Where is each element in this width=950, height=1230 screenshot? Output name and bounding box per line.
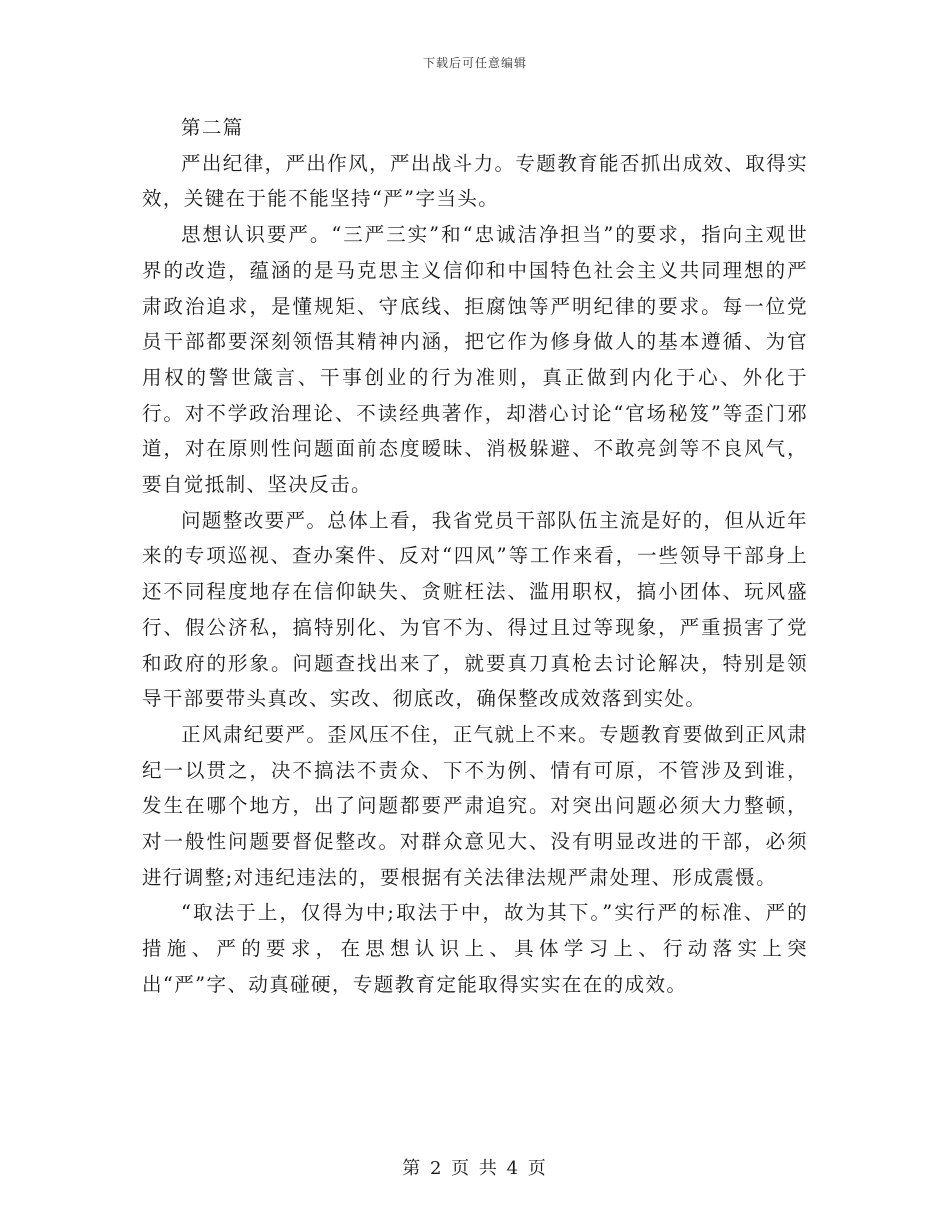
paragraph: 严出纪律，严出作风，严出战斗力。专题教育能否抓出成效、取得实效，关键在于能不能坚持“严”字当头。 [142, 151, 809, 211]
page-number: 第 2 页 共 4 页 [402, 1158, 548, 1179]
header-note: 下载后可任意编辑 [422, 56, 527, 70]
paragraph: 正风肃纪要严。歪风压不住，正气就上不来。专题教育要做到正风肃纪一以贯之，决不搞法不责众、下不为例、情有可原，不管涉及到谁，发生在哪个地方，出了问题都要严肃追究。对突出问题必须大力整顿，对一般性问题要督促整改。对群众意见大、没有明显改进的干部，必须进行调整;对违纪违法的，要根据有关法律法规严肃处理、形成震慑。 [142, 722, 809, 889]
section-title: 第二篇 [181, 116, 244, 139]
paragraph: “取法于上，仅得为中;取法于中，故为其下。”实行严的标准、严的措施、严的要求，在思想认识上、具体学习上、行动落实上突出“严”字、动真碰硬，专题教育定能取得实实在在的成效。 [142, 901, 808, 996]
document-body [142, 110, 808, 1003]
paragraph: 问题整改要严。总体上看，我省党员干部队伍主流是好的，但从近年来的专项巡视、查办案件、反对“四风”等工作来看，一些领导干部身上还不同程度地存在信仰缺失、贪赃枉法、滥用职权，搞小团体、玩风盛行、假公济私，搞特别化、为官不为、得过且过等现象，严重损害了党和政府的形象。问题查找出来了，就要真刀真枪去讨论解决，特别是领导干部要带头真改、实改、彻底改，确保整改成效落到实处。 [142, 508, 809, 711]
paragraph: 思想认识要严。“三严三实”和“忠诚洁净担当”的要求，指向主观世界的改造，蕴涵的是马克思主义信仰和中国特色社会主义共同理想的严肃政治追求，是懂规矩、守底线、拒腐蚀等严明纪律的要求。每一位党员干部都要深刻领悟其精神内涵，把它作为修身做人的基本遵循、为官用权的警世箴言、干事创业的行为准则，真正做到内化于心、外化于行。对不学政治理论、不读经典著作，却潜心讨论“官场秘笈”等歪门邪道，对在原则性问题面前态度暧昧、消极躲避、不敢亮剑等不良风气，要自觉抵制、坚决反击。 [142, 223, 808, 497]
page-footer [0, 1154, 950, 1180]
